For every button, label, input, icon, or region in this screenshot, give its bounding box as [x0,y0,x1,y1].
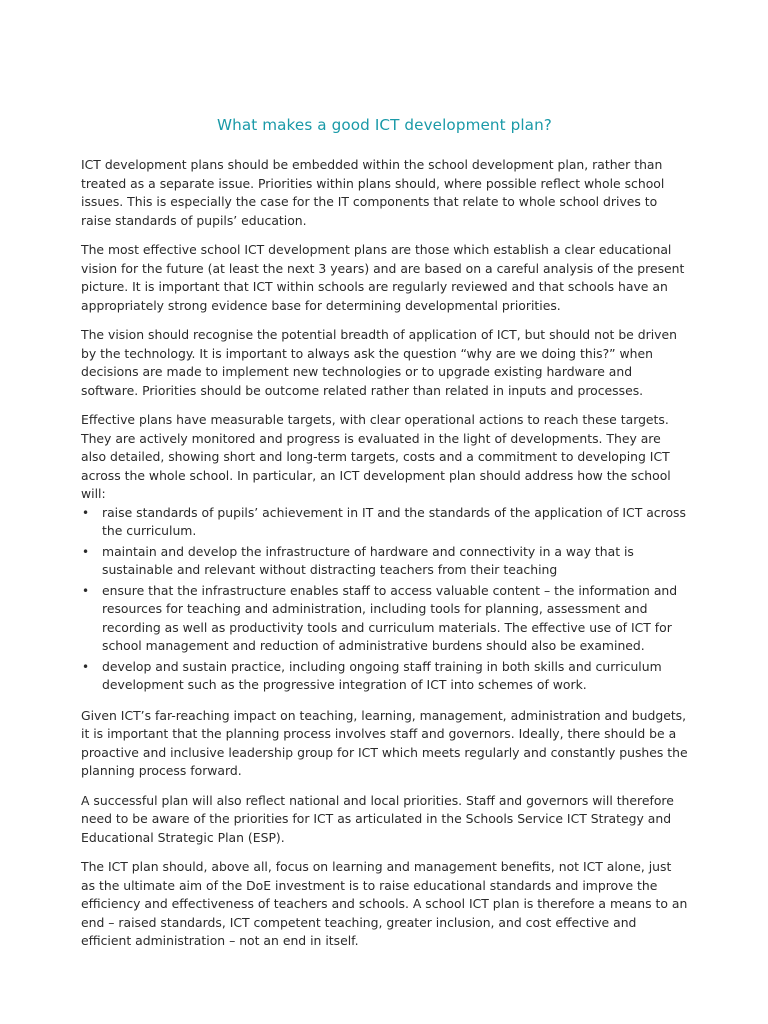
bullet-text: ensure that the infrastructure enables staff to access valuable content – the information and resources for teaching and administration, including tools for planning, assessment and recording as well as productivity tools and curriculum materials. The effective use of ICT for school management and reduction of administrative burdens should also be examined. [102,582,678,653]
paragraph-2: The most effective school ICT development plans are those which establish a clear educational vision for the future (at least the next 3 years) and are based on a careful analysis of the present picture. It is important that ICT within schools are regularly reviewed and that schools have an appropriately strong evidence base for determining developmental priorities. [81,242,685,313]
paragraph-4: Effective plans have measurable targets, with clear operational actions to reach these targets. They are actively monitored and progress is evaluated in the light of developments. They are also detailed, showing short and long-term targets, costs and a commitment to developing ICT across the whole school. In particular, an ICT development plan should address how the school will: [81,412,671,501]
bullet-icon: • [82,544,90,559]
paragraph-5: Given ICT’s far-reaching impact on teaching, learning, management, administration and budgets, it is important that the planning process involves staff and governors. Ideally, there should be a proactive and inclusive leadership group for ICT which meets regularly and constantly pushes the planning process forward. [81,707,688,778]
bullet-text: raise standards of pupils’ achievement in IT and the standards of the application of ICT across the curriculum. [102,504,686,538]
paragraph-1: ICT development plans should be embedded within the school development plan, rather than treated as a separate issue. Priorities within plans should, where possible reflect whole school issues. This is especially the case for the IT components that relate to whole school drives to raise standards of pupils’ education. [81,157,665,228]
bullet-item [81,504,688,541]
paragraph-7: The ICT plan should, above all, focus on learning and management benefits, not ICT alone, just as the ultimate aim of the DoE investment is to raise educational standards and improve the efficiency and effectiveness of teachers and schools. A school ICT plan is therefore a means to an end – raised standards, ICT competent teaching, greater inclusion, and cost effective and efficient administration – not an end in itself. [81,859,688,948]
bullet-icon: • [82,583,90,598]
bullet-item [81,543,688,580]
bullet-icon: • [82,505,90,520]
paragraph-3: The vision should recognise the potential breadth of application of ICT, but should not be driven by the technology. It is important to always ask the question “why are we doing this?” when decisions are made to implement new technologies or to upgrade existing hardware and software. Priorities should be outcome related rather than related in inputs and processes. [81,327,677,398]
bullet-text: develop and sustain practice, including ongoing staff training in both skills and curriculum development such as the progressive integration of ICT into schemes of work. [102,658,662,692]
paragraph-6: A successful plan will also reflect national and local priorities. Staff and governors will therefore need to be aware of the priorities for ICT as articulated in the Schools Service ICT Strategy and Educational Strategic Plan (ESP). [81,792,674,845]
bullet-list [81,504,688,695]
bullet-text: maintain and develop the infrastructure of hardware and connectivity in a way that is sustainable and relevant without distracting teachers from their teaching [102,543,634,577]
bullet-item [81,582,688,656]
page-title: What makes a good ICT development plan? [217,116,552,134]
bullet-icon: • [82,659,90,674]
bullet-item [81,658,688,695]
